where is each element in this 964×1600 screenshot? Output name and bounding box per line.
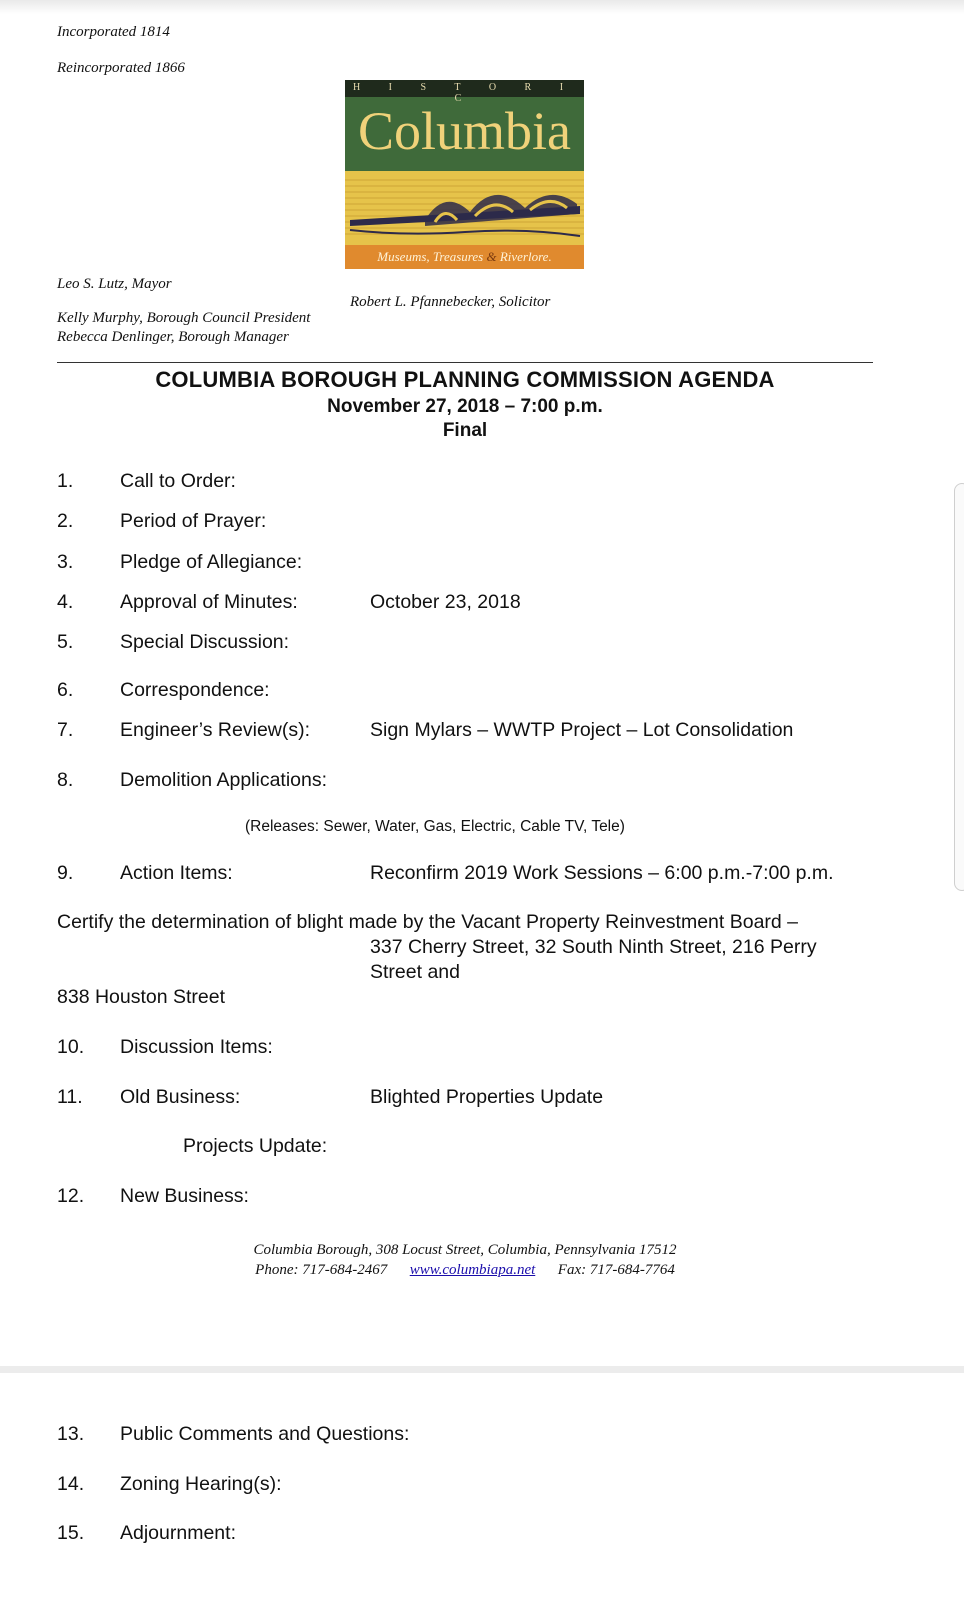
- header-divider: [57, 362, 873, 363]
- item-number: 5.: [57, 631, 74, 653]
- agenda-title: COLUMBIA BOROUGH PLANNING COMMISSION AGENDA: [155, 367, 775, 392]
- releases-note: (Releases: Sewer, Water, Gas, Electric, Cable TV, Tele): [245, 818, 625, 835]
- item-number: 8.: [57, 769, 74, 791]
- item-number: 10.: [57, 1036, 85, 1058]
- scrollbar[interactable]: [954, 483, 964, 891]
- item-number: 15.: [57, 1522, 85, 1544]
- manager-text: Rebecca Denlinger, Borough Manager: [57, 329, 289, 345]
- footer-fax: Fax: 717-684-7764: [557, 1262, 675, 1278]
- item-number: 7.: [57, 719, 74, 741]
- solicitor-text: Robert L. Pfannebecker, Solicitor: [350, 294, 551, 310]
- item-number: 9.: [57, 862, 74, 884]
- certify-line-4: 838 Houston Street: [57, 986, 226, 1008]
- projects-update: Projects Update:: [183, 1135, 328, 1157]
- certify-line-3: Street and: [370, 961, 460, 983]
- reincorporated-text: Reincorporated 1866: [57, 60, 185, 76]
- item-value: October 23, 2018: [370, 591, 521, 613]
- item-number: 13.: [57, 1423, 85, 1445]
- item-value: Blighted Properties Update: [370, 1086, 604, 1108]
- item-label: Engineer’s Review(s):: [120, 719, 311, 741]
- logo-tagline-right: Riverlore.: [499, 249, 552, 264]
- certify-line-2: 337 Cherry Street, 32 South Ninth Street, 216 Perry: [370, 936, 817, 958]
- item-label: Correspondence:: [120, 679, 270, 701]
- item-label: Demolition Applications:: [120, 769, 328, 791]
- logo-historic-text: H I S T O R I C: [352, 82, 577, 104]
- item-number: 12.: [57, 1185, 85, 1207]
- item-number: 14.: [57, 1473, 85, 1495]
- item-label: New Business:: [120, 1185, 249, 1207]
- certify-line-1: Certify the determination of blight made by the Vacant Property Reinvestment Board –: [57, 911, 799, 933]
- page-break: [0, 1366, 964, 1373]
- footer-phone: Phone: 717-684-2467: [255, 1262, 388, 1278]
- logo-tagline-amp: &: [486, 249, 497, 264]
- logo-tagline-left: Museums, Treasures: [377, 249, 484, 264]
- agenda-status: Final: [442, 420, 488, 441]
- item-label: Action Items:: [120, 862, 233, 884]
- historic-columbia-logo: [345, 80, 584, 269]
- footer-contact: [0, 1262, 930, 1279]
- item-label: Zoning Hearing(s):: [120, 1473, 282, 1495]
- item-label: Approval of Minutes:: [120, 591, 298, 613]
- item-number: 6.: [57, 679, 74, 701]
- item-number: 2.: [57, 510, 74, 532]
- logo-columbia-text: Columbia: [358, 101, 571, 161]
- item-label: Adjournment:: [120, 1522, 236, 1544]
- council-president-text: Kelly Murphy, Borough Council President: [57, 310, 311, 326]
- mayor-text: Leo S. Lutz, Mayor: [57, 276, 172, 292]
- item-label: Call to Order:: [120, 470, 236, 492]
- item-label: Special Discussion:: [120, 631, 290, 653]
- footer-website-link[interactable]: www.columbiapa.net: [409, 1262, 536, 1278]
- item-label: Discussion Items:: [120, 1036, 273, 1058]
- logo-tagline: [345, 249, 584, 265]
- agenda-date: November 27, 2018 – 7:00 p.m.: [327, 396, 603, 417]
- item-number: 3.: [57, 551, 74, 573]
- item-label: Old Business:: [120, 1086, 241, 1108]
- item-value: Reconfirm 2019 Work Sessions – 6:00 p.m.-7:00 p.m.: [370, 862, 834, 884]
- item-number: 11.: [57, 1086, 83, 1108]
- item-number: 4.: [57, 591, 74, 613]
- item-number: 1.: [57, 470, 74, 492]
- item-label: Period of Prayer:: [120, 510, 267, 532]
- item-label: Public Comments and Questions:: [120, 1423, 410, 1445]
- item-value: Sign Mylars – WWTP Project – Lot Consolidation: [370, 719, 794, 741]
- item-label: Pledge of Allegiance:: [120, 551, 303, 573]
- footer-address: Columbia Borough, 308 Locust Street, Columbia, Pennsylvania 17512: [253, 1242, 677, 1258]
- top-shadow: [0, 0, 964, 14]
- incorporated-text: Incorporated 1814: [57, 24, 170, 40]
